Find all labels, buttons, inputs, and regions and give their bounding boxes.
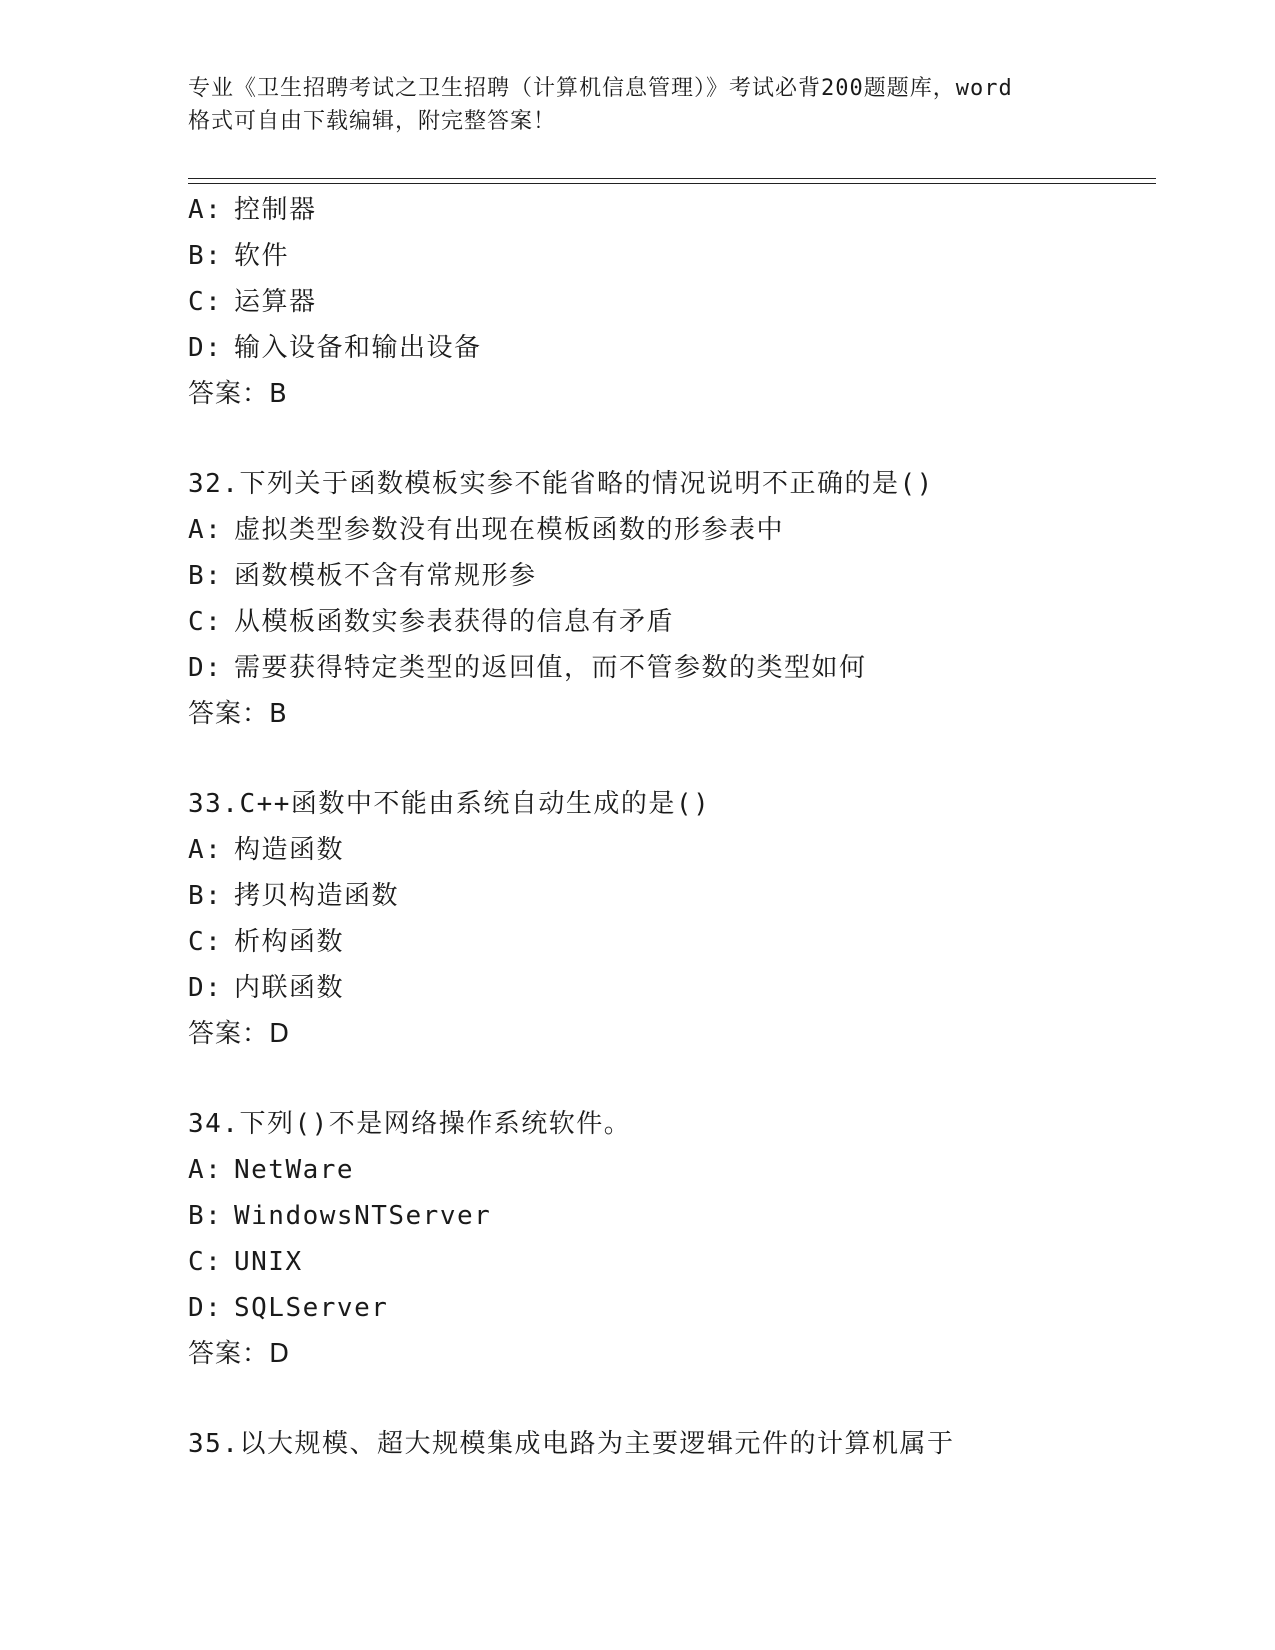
option-text: WindowsNTServer [234, 1201, 492, 1231]
option-c [188, 1239, 1156, 1285]
option-c [188, 599, 1156, 645]
option-b [188, 1193, 1156, 1239]
option-text: 控制器 [234, 195, 317, 225]
question-block [188, 781, 1156, 1057]
option-text: 内联函数 [234, 973, 345, 1003]
question-text: 33.C++函数中不能由系统自动生成的是() [188, 789, 711, 819]
option-text: NetWare [234, 1155, 355, 1185]
option-letter: A: [188, 835, 223, 865]
option-text: SQLServer [234, 1293, 389, 1323]
option-letter: A: [188, 195, 223, 225]
option-letter: D: [188, 1293, 223, 1323]
option-text: UNIX [234, 1247, 303, 1277]
option-text: 拷贝构造函数 [234, 881, 400, 911]
option-text: 析构函数 [234, 927, 345, 957]
option-d [188, 965, 1156, 1011]
option-a [188, 827, 1156, 873]
header-divider-top [188, 178, 1156, 179]
option-letter: A: [188, 1155, 223, 1185]
option-a [188, 1147, 1156, 1193]
option-letter: C: [188, 927, 223, 957]
question-block [188, 461, 1156, 737]
option-d [188, 325, 1156, 371]
answer-line: 答案：B [188, 699, 288, 729]
option-b [188, 233, 1156, 279]
question-text: 35.以大规模、超大规模集成电路为主要逻辑元件的计算机属于 [188, 1429, 955, 1459]
option-text: 需要获得特定类型的返回值，而不管参数的类型如何 [234, 653, 867, 683]
option-b [188, 873, 1156, 919]
option-text: 构造函数 [234, 835, 345, 865]
option-letter: C: [188, 287, 223, 317]
option-c [188, 279, 1156, 325]
option-b [188, 553, 1156, 599]
option-d [188, 645, 1156, 691]
option-text: 从模板函数实参表获得的信息有矛盾 [234, 607, 675, 637]
option-a [188, 187, 1156, 233]
option-text: 函数模板不含有常规形参 [234, 561, 537, 591]
option-letter: D: [188, 973, 223, 1003]
option-letter: B: [188, 881, 223, 911]
option-text: 运算器 [234, 287, 317, 317]
header-divider-bottom [188, 183, 1156, 184]
option-text: 软件 [234, 241, 290, 271]
header-line-2: 格式可自由下载编辑，附完整答案！ [188, 109, 557, 134]
option-letter: A: [188, 515, 223, 545]
option-letter: D: [188, 653, 223, 683]
answer-line: 答案：D [188, 1019, 291, 1049]
option-letter: C: [188, 607, 223, 637]
question-text: 32.下列关于函数模板实参不能省略的情况说明不正确的是() [188, 469, 934, 499]
option-letter: B: [188, 1201, 223, 1231]
document-header [188, 72, 1088, 138]
option-letter: C: [188, 1247, 223, 1277]
option-letter: B: [188, 561, 223, 591]
option-letter: B: [188, 241, 223, 271]
header-line-1: 专业《卫生招聘考试之卫生招聘（计算机信息管理）》考试必背200题题库，word [188, 76, 1013, 101]
option-d [188, 1285, 1156, 1331]
question-block [188, 1101, 1156, 1377]
answer-line: 答案：D [188, 1339, 291, 1369]
option-text: 输入设备和输出设备 [234, 333, 482, 363]
question-list [188, 187, 1156, 1467]
question-text: 34.下列()不是网络操作系统软件。 [188, 1109, 632, 1139]
option-letter: D: [188, 333, 223, 363]
question-block [188, 187, 1156, 417]
option-text: 虚拟类型参数没有出现在模板函数的形参表中 [234, 515, 785, 545]
option-a [188, 507, 1156, 553]
answer-line: 答案：B [188, 379, 288, 409]
option-c [188, 919, 1156, 965]
